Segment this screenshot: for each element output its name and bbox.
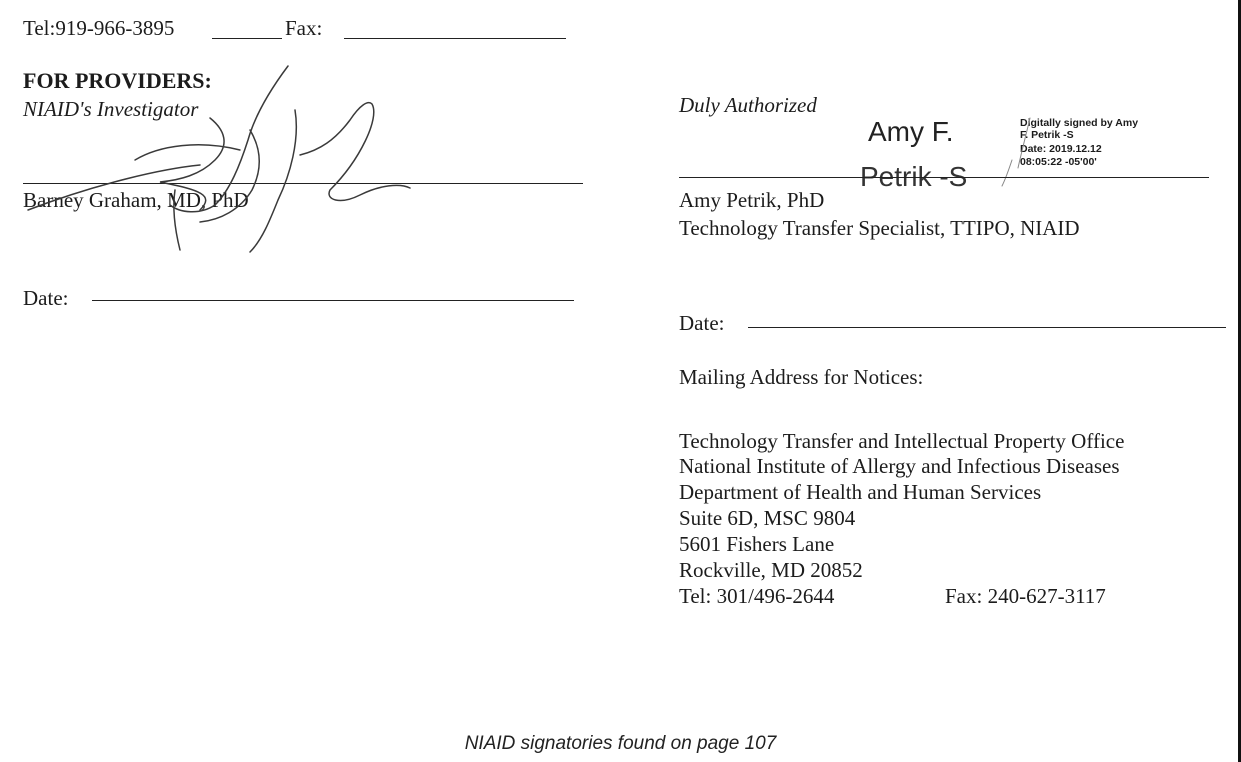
- caption: NIAID signatories found on page 107: [464, 733, 777, 754]
- digital-signature-time: 08:05:22 -05'00': [1020, 156, 1097, 168]
- address-tel: Tel: 301/496-2644: [679, 584, 835, 608]
- mailing-address-label: Mailing Address for Notices:: [679, 365, 924, 389]
- left-signer-name: Barney Graham, MD, PhD: [23, 188, 249, 212]
- left-date-line: [92, 300, 574, 301]
- left-tel-underline: [212, 38, 282, 39]
- address-line: National Institute of Allergy and Infectious Diseases: [679, 454, 1120, 478]
- left-fax-label: Fax:: [285, 16, 323, 40]
- right-signer-name: Amy Petrik, PhD: [679, 188, 825, 212]
- digital-signature-signed-by-2: F. Petrik -S: [1020, 129, 1074, 141]
- address-line: Technology Transfer and Intellectual Property Office: [679, 429, 1125, 453]
- address-line: Suite 6D, MSC 9804: [679, 506, 856, 530]
- address-line: Rockville, MD 20852: [679, 558, 863, 582]
- address-line: 5601 Fishers Lane: [679, 532, 835, 556]
- signature-stroke-marks: [0, 0, 1, 1]
- left-heading: FOR PROVIDERS:: [23, 68, 212, 93]
- left-role: NIAID's Investigator: [23, 97, 199, 121]
- left-tel: Tel:919-966-3895: [23, 16, 175, 40]
- digital-signature-name-line2: Petrik -S: [860, 161, 968, 192]
- left-date-label: Date:: [23, 286, 69, 310]
- right-signer-title: Technology Transfer Specialist, TTIPO, NIAID: [679, 216, 1080, 240]
- address-line: Department of Health and Human Services: [679, 480, 1042, 504]
- digital-signature-date: Date: 2019.12.12: [1020, 143, 1102, 155]
- digital-signature-signed-by: Digitally signed by Amy: [1020, 117, 1139, 129]
- right-date-line: [748, 327, 1226, 328]
- right-date-label: Date:: [679, 311, 725, 335]
- address-fax: Fax: 240-627-3117: [945, 584, 1106, 608]
- left-fax-line: [344, 38, 566, 39]
- right-role: Duly Authorized: [679, 93, 817, 117]
- right-signature-line: [679, 177, 1209, 178]
- digital-signature-name-line1: Amy F.: [868, 116, 954, 147]
